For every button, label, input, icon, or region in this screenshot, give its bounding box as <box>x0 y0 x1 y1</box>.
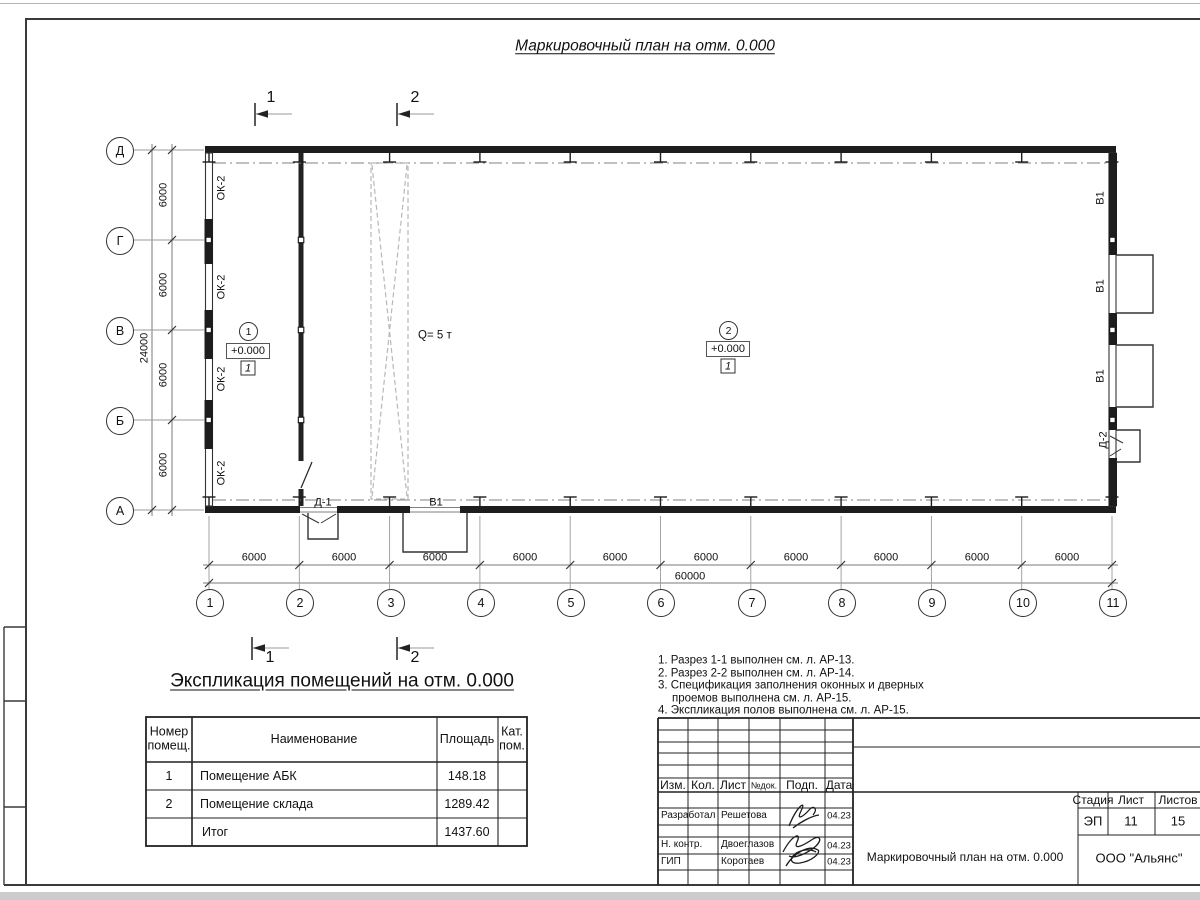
dim-label-left: 6000 <box>157 452 170 478</box>
window-label: ОК-2 <box>215 274 228 300</box>
table-cell-area: 1289.42 <box>444 796 490 811</box>
axis-bubble-row: Д <box>106 137 134 165</box>
stamp-doc-title: Маркировочный план на отм. 0.000 <box>866 850 1064 864</box>
floor-type-mark: 1 <box>241 361 256 376</box>
dim-label-bottom: 6000 <box>331 551 357 564</box>
table-cell-name: Итог <box>202 824 229 839</box>
axis-bubble-col: 7 <box>738 589 766 617</box>
window-label: ОК-2 <box>215 460 228 486</box>
dim-label-bottom: 6000 <box>422 551 448 564</box>
dim-label-bottom: 6000 <box>512 551 538 564</box>
table-header-cat: Кат. пом. <box>499 724 525 753</box>
gate-label: В1 <box>1094 191 1107 205</box>
dim-label-bottom: 6000 <box>873 551 899 564</box>
stamp-header-kol: Кол. <box>691 778 715 792</box>
note-line: проемов выполнена см. л. АР-15. <box>672 692 852 705</box>
stamp-header-ndoc: №док. <box>750 780 778 791</box>
signatures <box>783 805 820 866</box>
dim-label-left-total: 24000 <box>138 332 151 364</box>
walls <box>205 146 1118 513</box>
section-marks <box>252 103 434 660</box>
interior-door-leaf <box>301 462 312 488</box>
door-1-leaf <box>321 514 336 523</box>
note-line: 3. Спецификация заполнения оконных и дверных <box>658 679 924 692</box>
dim-label-left: 6000 <box>157 182 170 208</box>
table-cell-name: Помещение АБК <box>200 768 297 783</box>
axis-bubble-row: Б <box>106 407 134 435</box>
dim-label-bottom: 6000 <box>964 551 990 564</box>
stamp-header-data: Дата <box>825 778 853 792</box>
table-cell-name: Помещение склада <box>200 796 314 811</box>
stamp-stage-value: ЭП <box>1083 813 1103 829</box>
gate-label: В1 <box>429 496 443 509</box>
stamp-date: 04.23 <box>827 856 851 868</box>
stamp-date: 04.23 <box>827 840 851 852</box>
table-cell-area: 1437.60 <box>444 824 490 839</box>
table-header-num: Номер помещ. <box>147 724 191 753</box>
stamp-role: Разработал <box>661 810 716 821</box>
dim-label-left: 6000 <box>157 362 170 388</box>
room-number-bubble: 2 <box>719 321 738 340</box>
stamp-header-list: Лист <box>719 778 747 792</box>
dim-label-bottom: 6000 <box>693 551 719 564</box>
stamp-org: ООО "Альянс" <box>1095 850 1183 866</box>
axis-bubble-row: А <box>106 497 134 525</box>
crane-zone <box>371 163 408 499</box>
stamp-header-izm: Изм. <box>660 778 686 792</box>
gate-label: В1 <box>1094 279 1107 293</box>
section-mark-2: 2 <box>410 649 420 666</box>
sheet-title: Маркировочный план на отм. 0.000 <box>515 37 775 55</box>
door-1-leaf <box>302 514 319 523</box>
note-line: 2. Разрез 2-2 выполнен см. л. АР-14. <box>658 666 855 679</box>
stamp-sheets-value: 15 <box>1170 813 1186 829</box>
signature-gip <box>783 836 820 866</box>
window-label: ОК-2 <box>215 366 228 392</box>
axis-bubble-col: 4 <box>467 589 495 617</box>
dim-label-bottom: 6000 <box>602 551 628 564</box>
stamp-name: Двоеглазов <box>721 839 775 850</box>
stamp-role: Н. контр. <box>661 839 703 850</box>
axis-bubble-col: 11 <box>1099 589 1127 617</box>
axis-bubble-row: Г <box>106 227 134 255</box>
section-mark-1: 1 <box>266 89 276 106</box>
stamp-name: Решетова <box>721 810 767 821</box>
crane-capacity-label: Q= 5 т <box>418 329 452 342</box>
table-header-area: Площадь <box>439 731 495 746</box>
door-1-label: Д-1 <box>314 496 332 509</box>
stamp-sheet-label: Лист <box>1117 793 1145 807</box>
stamp-sheets-label: Листов <box>1158 793 1198 807</box>
stamp-header-podp: Подп. <box>786 778 818 792</box>
dimension-lines <box>152 144 1118 583</box>
stamp-sheet-value: 11 <box>1124 813 1138 829</box>
table-cell-num: 2 <box>165 796 173 811</box>
axis-bubble-col: 6 <box>647 589 675 617</box>
stamp-date: 04.23 <box>827 810 851 822</box>
axis-bubble-col: 9 <box>918 589 946 617</box>
gate-label: В1 <box>1094 369 1107 383</box>
dim-label-left: 6000 <box>157 272 170 298</box>
stamp-role: ГИП <box>661 856 681 867</box>
axis-bubble-col: 10 <box>1009 589 1037 617</box>
axis-bubble-col: 2 <box>286 589 314 617</box>
page-edges <box>0 3 1200 900</box>
section-mark-2: 2 <box>410 89 420 106</box>
door-2-label: Д-2 <box>1097 431 1110 449</box>
note-line: 1. Разрез 1-1 выполнен см. л. АР-13. <box>658 654 855 667</box>
axis-bubble-col: 5 <box>557 589 585 617</box>
section-mark-1: 1 <box>265 649 275 666</box>
table-header-name: Наименование <box>270 731 358 746</box>
room-number-bubble: 1 <box>239 322 258 341</box>
table-cell-area: 148.18 <box>447 768 487 783</box>
generated-geometry <box>132 146 1119 589</box>
column-marks <box>206 237 1115 423</box>
room-elevation: +0.000 <box>226 343 270 359</box>
dim-label-bottom-total: 60000 <box>674 570 706 583</box>
axis-bubble-row: В <box>106 317 134 345</box>
dash-dot-lines <box>213 163 1109 500</box>
floor-type-mark: 1 <box>721 359 736 374</box>
dim-label-bottom: 6000 <box>1054 551 1080 564</box>
axis-bubble-col: 3 <box>377 589 405 617</box>
stamp-name: Коротаев <box>721 856 765 867</box>
axis-bubble-col: 1 <box>196 589 224 617</box>
window-label: ОК-2 <box>215 175 228 201</box>
axis-bubble-col: 8 <box>828 589 856 617</box>
dim-label-bottom: 6000 <box>783 551 809 564</box>
dim-label-bottom: 6000 <box>241 551 267 564</box>
explication-heading: Экспликация помещений на отм. 0.000 <box>170 670 514 692</box>
stamp-stage-label: Стадия <box>1072 793 1114 807</box>
note-line: 4. Экспликация полов выполнена см. л. АР-15. <box>658 704 909 717</box>
room-elevation: +0.000 <box>706 341 750 357</box>
table-cell-num: 1 <box>165 768 173 783</box>
